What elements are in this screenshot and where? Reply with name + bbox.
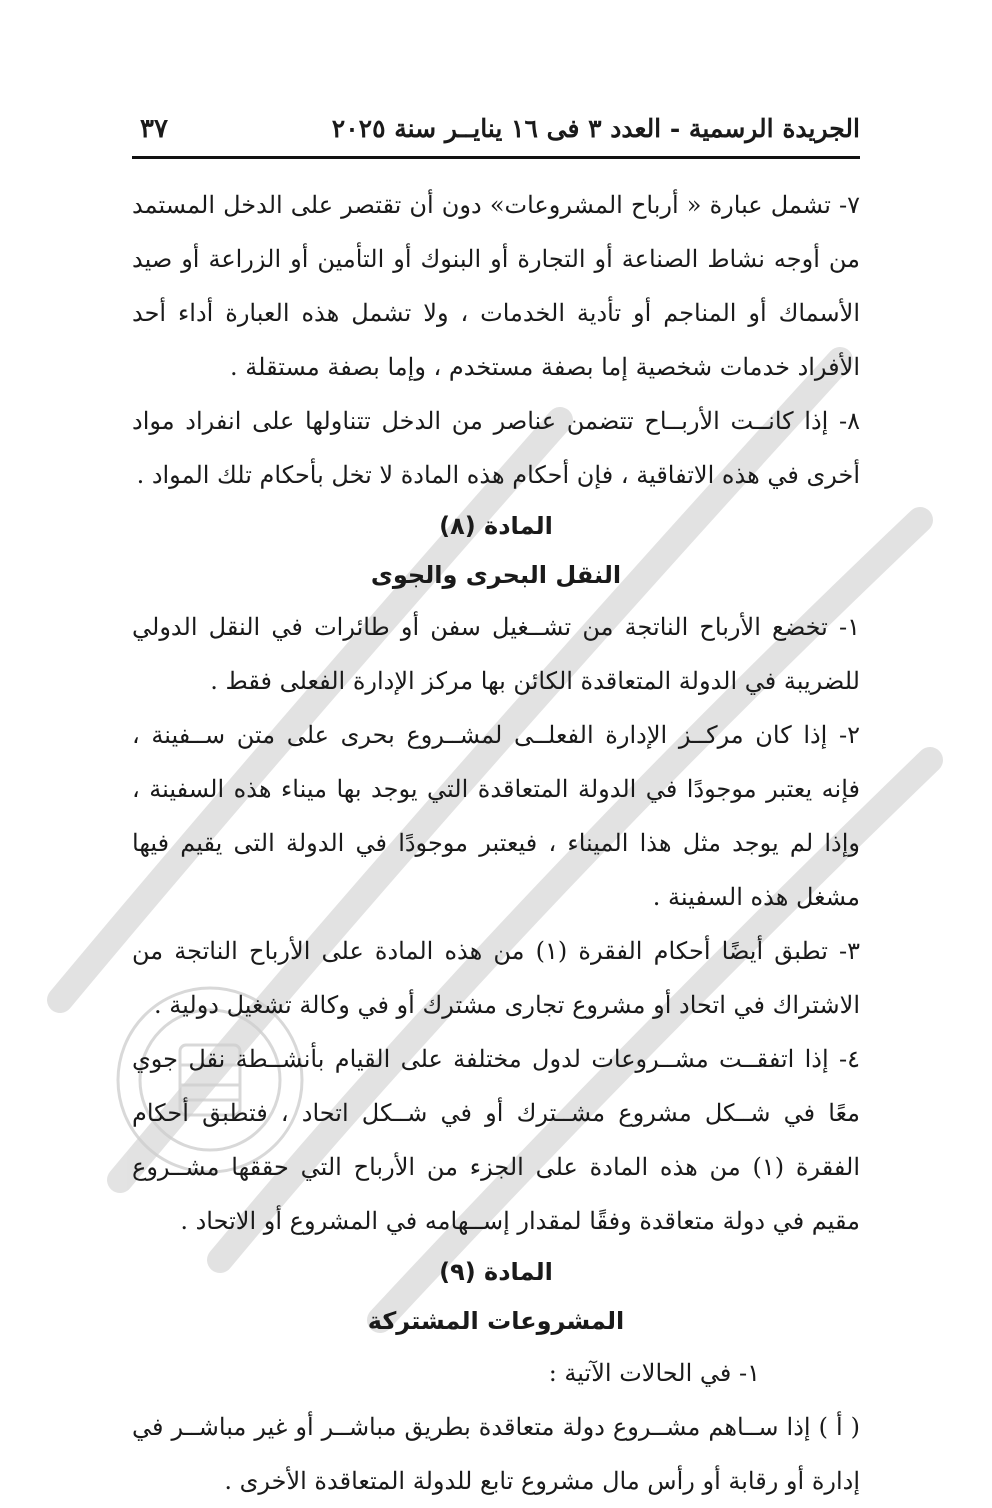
page-number: ٣٧ <box>140 114 168 144</box>
article-8-heading: المادة (٨) <box>439 512 553 540</box>
article-8-paragraph-1: ١- تخضع الأرباح الناتجة من تشــغيل سفن أو طائرات في النقل الدولي للضريبة في الدولة المتعاقدة الكائن بها مركز الإدارة الفعلى فقط . <box>132 613 860 695</box>
paragraph-clause-7: ٧- تشمل عبارة « أرباح المشروعات» دون أن تقتصر على الدخل المستمد من أوجه نشاط الصناعة أو التجارة أو البنوك أو التأمين أو الزراعة أو صيد الأسماك أو المناجم أو تأدية الخدمات ، ولا تشمل هذه العبارة أداء أحد الأفراد خدمات شخصية إما بصفة مستخدم ، وإما بصفة مستقلة . <box>132 191 860 381</box>
paragraph-clause-8: ٨- إذا كانــت الأربــاح تتضمن عناصر من الدخل تتناولها على انفراد مواد أخرى في هذه الاتفاقية ، فإن أحكام هذه المادة لا تخل بأحكام تلك المواد . <box>132 407 860 489</box>
article-8-paragraph-2: ٢- إذا كان مركــز الإدارة الفعلــى لمشــروع بحرى على متن ســفينة ، فإنه يعتبر موجودًا في الدولة المتعاقدة التي يوجد بها ميناء هذه السفينة ، وإذا لم يوجد مثل هذا الميناء ، فيعتبر موجودًا في الدولة التى يقيم فيها مشغل هذه السفينة . <box>132 721 860 911</box>
article-9-subheading: المشروعات المشتركة <box>367 1307 625 1335</box>
article-9-item-a: ( أ ) إذا ســاهم مشــروع دولة متعاقدة بطريق مباشــر أو غير مباشــر في إدارة أو رقابة أو رأس مال مشروع تابع للدولة المتعاقدة الأخرى . <box>132 1413 861 1495</box>
header-title: الجريدة الرسمية - العدد ٣ فى ١٦ ينايــر سنة ٢٠٢٥ <box>331 114 860 143</box>
page-header <box>132 112 860 159</box>
article-8-paragraph-3: ٣- تطبق أيضًا أحكام الفقرة (١) من هذه المادة على الأرباح الناتجة من الاشتراك في اتحاد أو مشروع تجارى مشترك أو في وكالة تشغيل دولية . <box>132 937 860 1019</box>
article-9-intro: ١- في الحالات الآتية : <box>548 1359 760 1387</box>
document-body <box>132 178 860 1508</box>
article-8-subheading: النقل البحرى والجوى <box>370 561 622 589</box>
article-8-paragraph-4: ٤- إذا اتفقــت مشــروعات لدول مختلفة على القيام بأنشــطة نقل جوي معًا في شــكل مشروع مشــترك أو في شــكل اتحاد ، فتطبق أحكام الفقرة (١) من هذه المادة على الجزء من الأرباح التي حققها مشــروع مقيم في دولة متعاقدة وفقًا لمقدار إســهامه في المشروع أو الاتحاد . <box>132 1045 860 1235</box>
article-9-heading: المادة (٩) <box>439 1258 553 1286</box>
